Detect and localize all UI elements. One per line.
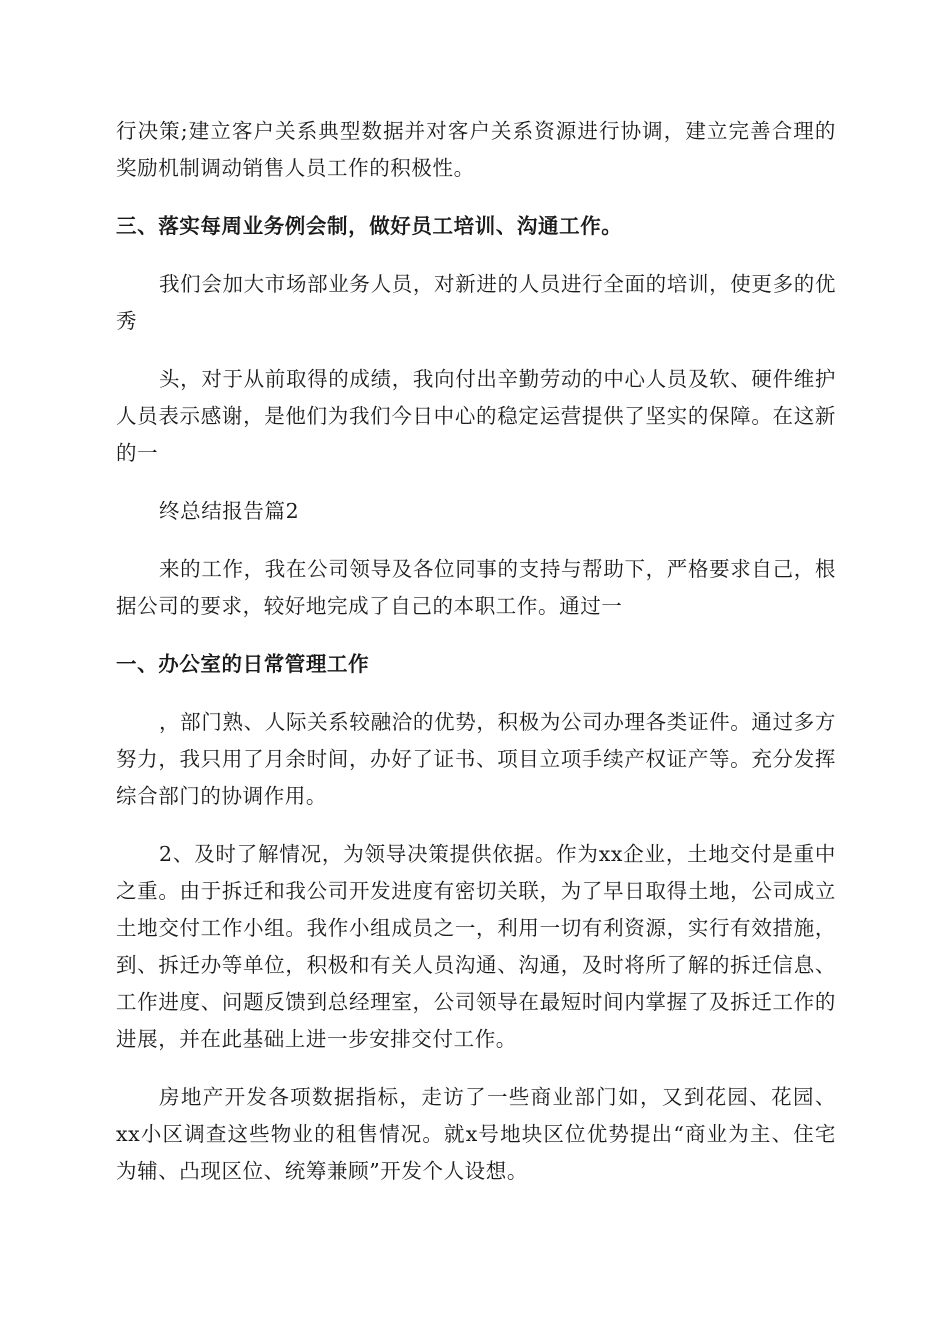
paragraph-decision-incentives: 行决策;建立客户关系典型数据并对客户关系资源进行协调，建立完善合理的奖励机制调动销售人员工作的积极性。: [116, 119, 836, 180]
paragraph-market-research: 房地产开发各项数据指标，走访了一些商业部门如，又到花园、花园、xx小区调查这些物业的租售情况。就x号地块区位优势提出“商业为主、住宅为辅、凸现区位、统筹兼顾”开发个人设想。: [116, 1085, 836, 1183]
paragraph-staff-training: 我们会加大市场部业务人员，对新进的人员进行全面的培训，使更多的优秀: [116, 272, 836, 333]
heading-office-management: 一、办公室的日常管理工作: [116, 652, 370, 676]
document-body: [116, 113, 836, 1211]
heading-weekly-meetings: 三、落实每周业务例会制，做好员工培训、沟通工作。: [116, 214, 623, 238]
paragraph-report-title: 终总结报告篇2: [159, 499, 300, 523]
paragraph-land-delivery: 2、及时了解情况，为领导决策提供依据。作为xx企业，土地交付是重中之重。由于拆迁和我公司开发进度有密切关联，为了早日取得土地，公司成立土地交付工作小组。我作小组成员之一，利用一切有利资源，实行有效措施，到、拆迁办等单位，积极和有关人员沟通、沟通，及时将所了解的拆迁信息、工作进度、问题反馈到总经理室，公司领导在最短时间内掌握了及拆迁工作的进展，并在此基础上进一步安排交付工作。: [116, 842, 836, 1051]
paragraph-work-intro: 来的工作，我在公司领导及各位同事的支持与帮助下，严格要求自己，根据公司的要求，较好地完成了自己的本职工作。通过一: [116, 557, 836, 618]
paragraph-thanks: 头，对于从前取得的成绩，我向付出辛勤劳动的中心人员及软、硬件维护人员表示感谢，是他们为我们今日中心的稳定运营提供了坚实的保障。在这新的一: [116, 367, 836, 465]
paragraph-certificates: ，部门熟、人际关系较融洽的优势，积极为公司办理各类证件。通过多方努力，我只用了月余时间，办好了证书、项目立项手续产权证产等。充分发挥综合部门的协调作用。: [116, 710, 836, 808]
